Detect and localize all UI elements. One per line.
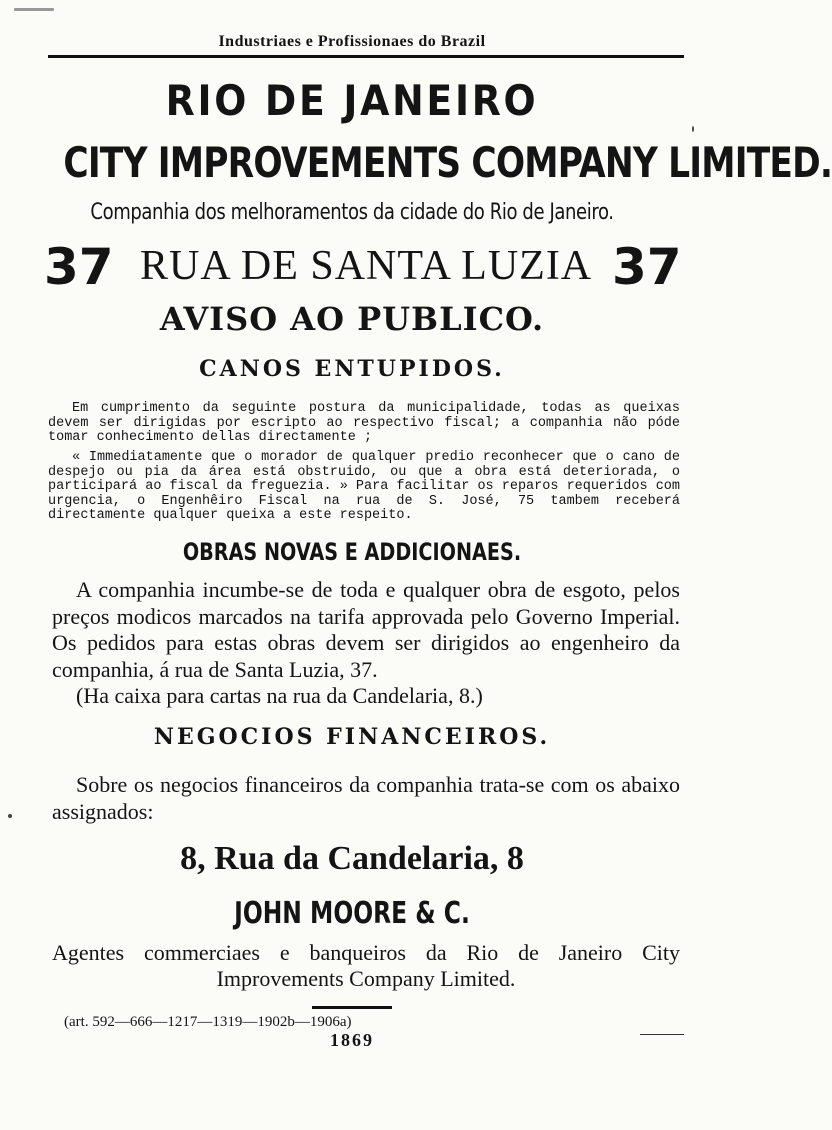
agents-line-1: Agentes commerciaes e banqueiros da Rio de Janeiro City bbox=[52, 940, 680, 965]
year: 1869 bbox=[330, 1030, 374, 1050]
print-speck bbox=[8, 814, 12, 818]
company-name-line1: RIO DE JANEIRO bbox=[165, 76, 539, 125]
firm-address: 8, Rua da Candelaria, 8 bbox=[180, 840, 524, 877]
street-name: RUA DE SANTA LUZIA bbox=[140, 243, 593, 289]
negocios-paragraph bbox=[52, 772, 680, 825]
canos-heading: CANOS ENTUPIDOS. bbox=[199, 356, 505, 382]
print-speck bbox=[692, 126, 694, 132]
obras-heading: OBRAS NOVAS E ADDICIONAES. bbox=[182, 538, 522, 566]
margin-rule bbox=[640, 1034, 684, 1035]
obras-note: (Ha caixa para cartas na rua da Candelaria, 8.) bbox=[76, 683, 483, 708]
company-name-line2: CITY IMPROVEMENTS COMPANY LIMITED. bbox=[63, 138, 832, 187]
negocios-heading: NEGOCIOS FINANCEIROS. bbox=[153, 724, 551, 750]
header-rule bbox=[48, 55, 684, 58]
running-header: Industriaes e Profissionaes do Brazil bbox=[218, 33, 486, 50]
obras-text: A companhia incumbe-se de toda e qualquer obra de esgoto, pelos preços modicos marcados na tarifa approvada pelo Governo Imperial. Os pedidos para estas obras devem ser dirigidos ao engenheiro da companhia, á rua de Santa Luzia, 37. bbox=[52, 577, 680, 682]
canos-text-1: Em cumprimento da seguinte postura da municipalidade, todas as queixas devem ser dirigidas por escripto ao respectivo fiscal; a companhia não póde tomar conhecimento dellas directamente ; bbox=[48, 401, 680, 446]
street-number-right: 37 bbox=[612, 238, 682, 296]
company-name-portuguese: Companhia dos melhoramentos da cidade do Rio de Janeiro. bbox=[90, 200, 614, 225]
footer-rule bbox=[312, 1006, 392, 1009]
firm-name: JOHN MOORE & C. bbox=[234, 896, 470, 931]
agents-description bbox=[52, 940, 680, 992]
negocios-text: Sobre os negocios financeiros da companhia trata-se com os abaixo assignados: bbox=[52, 772, 680, 824]
canos-paragraph-1 bbox=[48, 402, 680, 446]
street-number-left: 37 bbox=[44, 238, 114, 296]
canos-paragraph-2 bbox=[48, 451, 680, 524]
reference-numbers: (art. 592—666—1217—1319—1902b—1906a) bbox=[64, 1014, 352, 1030]
notice-title: AVISO AO PUBLICO. bbox=[159, 300, 545, 338]
obras-paragraph bbox=[52, 577, 680, 710]
print-speck bbox=[14, 8, 54, 11]
canos-text-2: « Immediatamente que o morador de qualquer predio reconhecer que o cano de despejo ou pia da área está obstruido, ou que a obra está deteriorada, o participará ao fiscal da freguezia. » Para facilitar os reparos requeridos com urgencia, o Engenhêiro Fiscal na rua de S. José, 75 tambem receberá directamente qualquer queixa a este respeito. bbox=[48, 450, 680, 524]
agents-line-2: Improvements Company Limited. bbox=[216, 966, 516, 991]
